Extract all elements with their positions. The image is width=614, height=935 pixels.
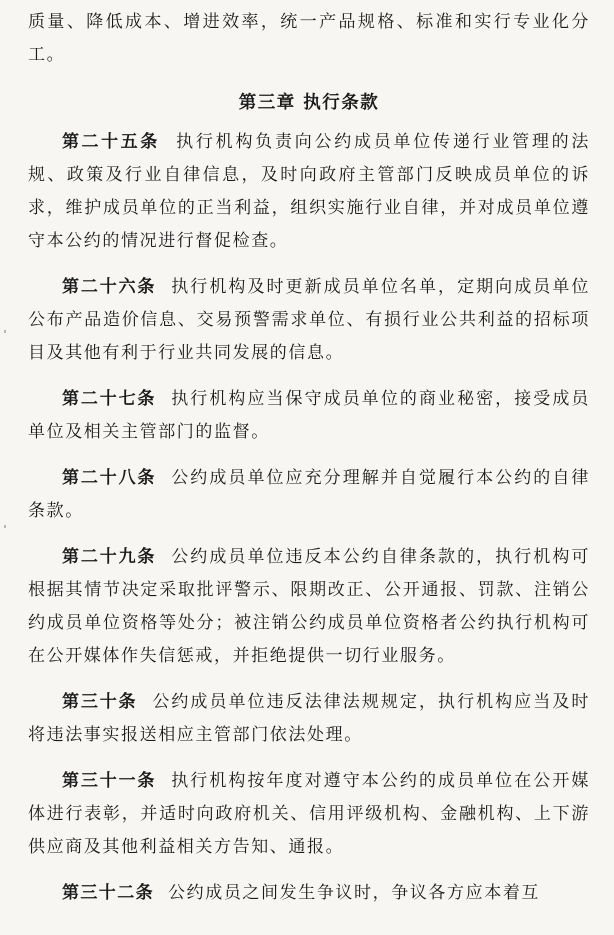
scan-edge-mark [4,525,6,528]
article-28 [28,462,590,528]
article-32 [28,877,590,910]
chapter-title: 第三章 执行条款 [238,93,380,113]
article-text: 执行机构应当保守成员单位的商业秘密，接受成员单位及相关主管部门的监督。 [28,389,591,442]
article-number: 第三十一条 [62,771,157,791]
article-26 [28,271,590,370]
article-27 [28,383,590,449]
intro-paragraph: 质量、降低成本、增进效率，统一产品规格、标准和实行专业化分工。 [28,12,590,65]
article-29 [28,541,590,673]
scan-edge-mark [4,330,6,333]
article-number: 第二十八条 [62,468,157,488]
article-number: 第二十七条 [62,389,157,409]
article-number: 第二十六条 [62,277,157,297]
article-number: 第二十九条 [62,547,157,567]
article-31 [28,765,590,864]
article-25 [28,126,590,258]
article-text: 公约成员单位违反本公约自律条款的，执行机构可根据其情节决定采取批评警示、限期改正、公开通报、罚款、注销公约成员单位资格等处分；被注销公约成员单位资格者公约执行机构可在公开媒体作失信惩戒，并拒绝提供一切行业服务。 [28,547,591,666]
article-30 [28,686,590,752]
article-text: 公约成员单位违反法律法规规定，执行机构应当及时将违法事实报送相应主管部门依法处理。 [28,692,590,745]
article-text: 执行机构负责向公约成员单位传递行业管理的法规、政策及行业自律信息，及时向政府主管部门反映成员单位的诉求，维护成员单位的正当利益，组织实施行业自律，并对成员单位遵守本公约的情况进行督促检查。 [28,132,590,251]
article-text: 公约成员单位应充分理解并自觉履行本公约的自律条款。 [28,468,591,521]
article-text: 执行机构及时更新成员单位名单，定期向成员单位公布产品造价信息、交易预警需求单位、有损行业公共利益的招标项目及其他有利于行业共同发展的信息。 [28,277,591,363]
article-number: 第三十二条 [62,883,154,903]
article-number: 第三十条 [62,692,138,712]
article-text: 公约成员之间发生争议时，争议各方应本着互 [168,883,541,903]
article-number: 第二十五条 [62,132,160,152]
article-text: 执行机构按年度对遵守本公约的成员单位在公开媒体进行表彰，并适时向政府机关、信用评级机构、金融机构、上下游供应商及其他利益相关方告知、通报。 [28,771,591,857]
